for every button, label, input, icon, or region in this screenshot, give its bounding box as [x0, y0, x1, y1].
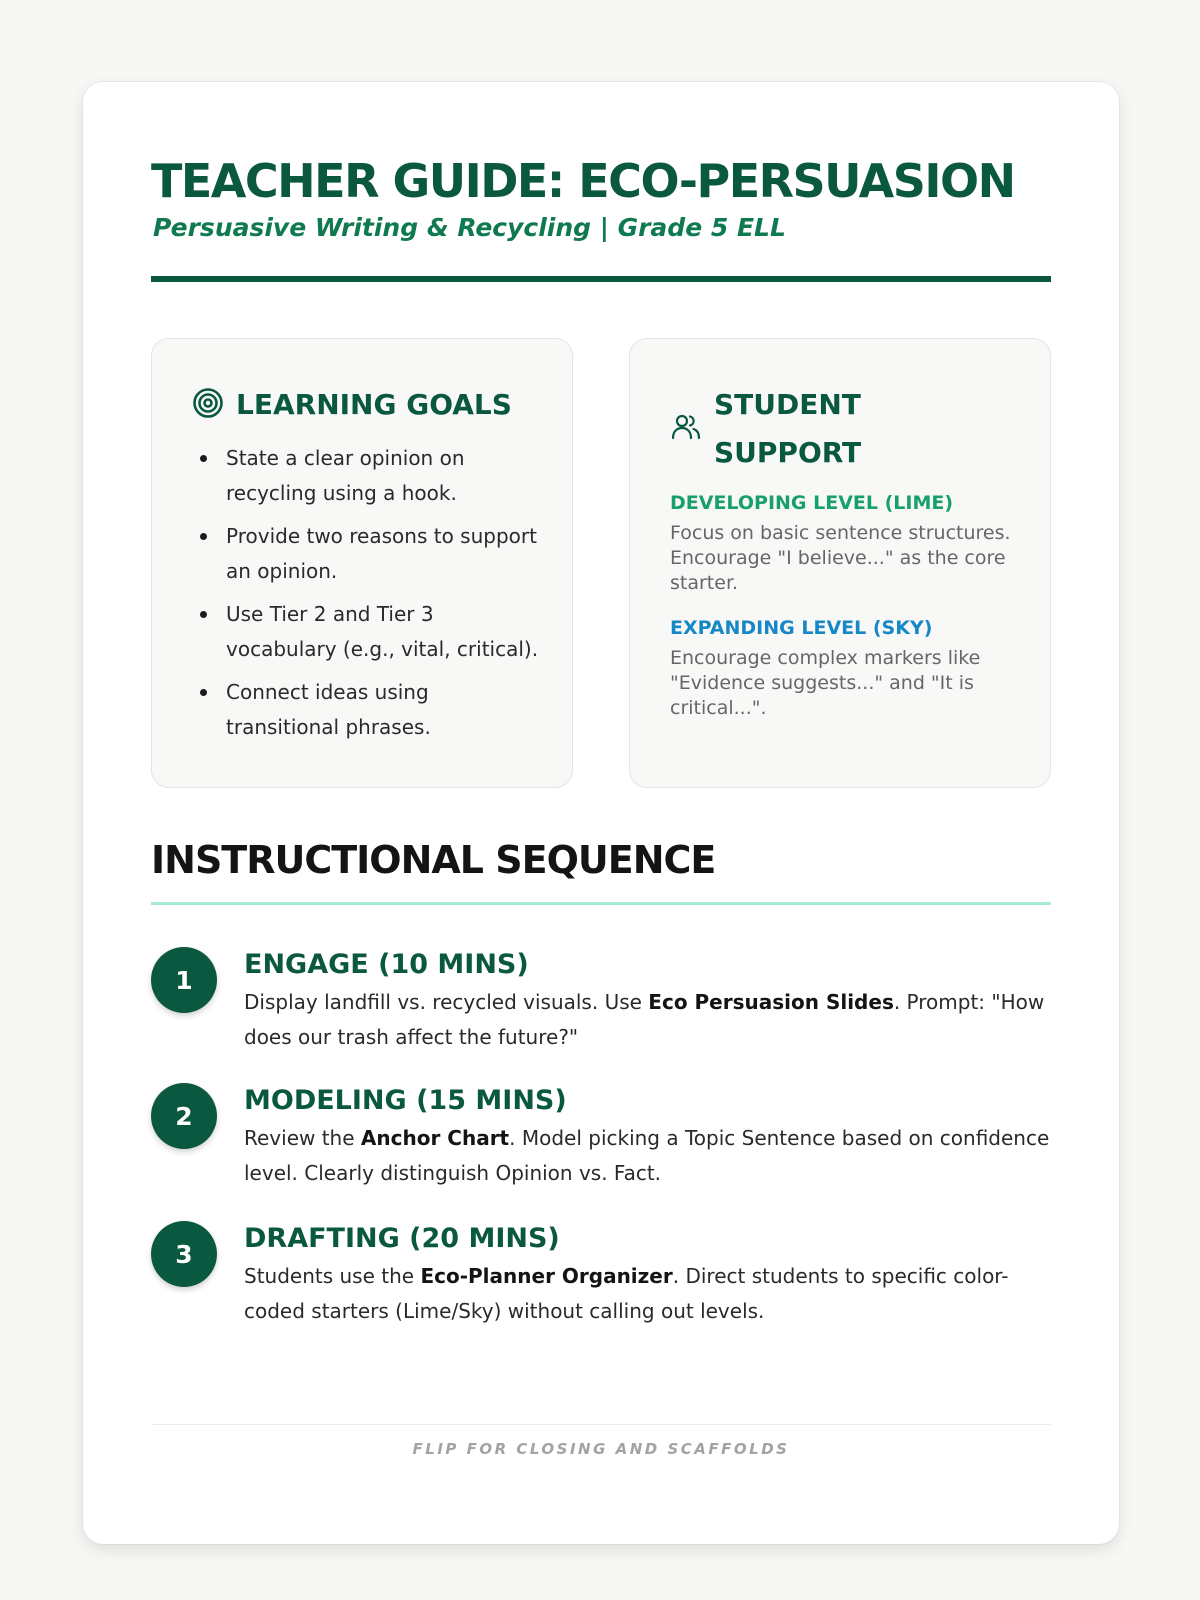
guide-card	[83, 82, 1119, 1544]
footer-divider	[151, 1424, 1051, 1425]
step-body	[244, 1221, 1051, 1329]
expanding-level-title: EXPANDING LEVEL (SKY)	[670, 617, 933, 639]
step-title: ENGAGE (10 MINS)	[244, 949, 529, 980]
student-support-heading-line1: STUDENT	[714, 388, 861, 421]
learning-goals-panel	[151, 338, 573, 788]
resource-name: Anchor Chart	[360, 1126, 510, 1150]
step-number-badge: 1	[151, 947, 217, 1013]
section-title: INSTRUCTIONAL SEQUENCE	[151, 838, 716, 882]
student-support-panel	[629, 338, 1051, 788]
title-divider	[151, 276, 1051, 282]
learning-goals-header	[192, 381, 512, 429]
list-item: Provide two reasons to support an opinion.	[200, 519, 545, 589]
expanding-level	[670, 614, 1015, 721]
step-title: MODELING (15 MINS)	[244, 1085, 567, 1116]
resource-name: Eco-Planner Organizer	[420, 1264, 673, 1288]
step-number-badge: 2	[151, 1083, 217, 1149]
section-divider	[151, 902, 1051, 905]
step-number-badge: 3	[151, 1221, 217, 1287]
student-support-heading	[714, 381, 861, 476]
page-subtitle: Persuasive Writing & Recycling | Grade 5 ELL	[153, 213, 786, 242]
target-icon	[192, 387, 224, 423]
list-item: Use Tier 2 and Tier 3 vocabulary (e.g., vital, critical).	[200, 597, 545, 667]
page-title: TEACHER GUIDE: ECO-PERSUASION	[151, 154, 1015, 208]
step-body	[244, 1083, 1051, 1191]
list-item: Connect ideas using transitional phrases.	[200, 675, 545, 745]
list-item: State a clear opinion on recycling using a hook.	[200, 441, 545, 511]
step-description: Students use the Eco-Planner Organizer. Direct students to specific color-coded starters (Lime/Sky) without calling out levels.	[244, 1264, 1009, 1323]
step-description: Display landfill vs. recycled visuals. Use Eco Persuasion Slides. Prompt: "How does our trash affect the future?"	[244, 990, 1045, 1049]
learning-goals-list	[200, 441, 545, 753]
developing-level-text: Focus on basic sentence structures. Encourage "I believe..." as the core starter.	[670, 522, 1011, 594]
expanding-level-text: Encourage complex markers like "Evidence suggests..." and "It is critical...".	[670, 647, 981, 719]
step-description: Review the Anchor Chart. Model picking a Topic Sentence based on confidence level. Clearly distinguish Opinion vs. Fact.	[244, 1126, 1050, 1185]
student-support-heading-line2: SUPPORT	[714, 435, 862, 469]
resource-name: Eco Persuasion Slides	[648, 990, 894, 1014]
developing-level-title: DEVELOPING LEVEL (LIME)	[670, 492, 954, 514]
student-support-header	[670, 381, 861, 476]
footer-note: FLIP FOR CLOSING AND SCAFFOLDS	[412, 1440, 790, 1458]
users-icon	[670, 411, 702, 447]
learning-goals-heading: LEARNING GOALS	[236, 388, 512, 421]
developing-level	[670, 489, 1015, 596]
step-title: DRAFTING (20 MINS)	[244, 1223, 560, 1254]
step-body	[244, 947, 1051, 1055]
